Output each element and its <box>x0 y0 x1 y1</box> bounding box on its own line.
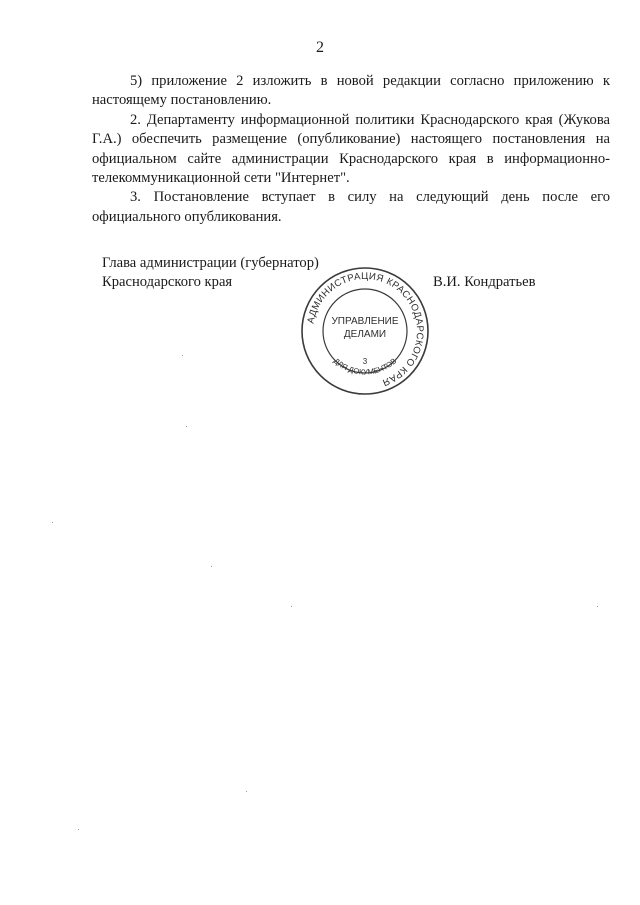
scan-speck <box>186 426 187 427</box>
stamp-number: 3 <box>362 357 368 366</box>
paragraph-item-2: 2. Департаменту информационной политики Краснодарского края (Жукова Г.А.) обеспечить размещение (опубликование) настоящего постановления на официальном сайте администрации Краснодарского края в информационно-телекоммуникационной сети "Интернет". <box>92 111 610 187</box>
signatory-position-line2: Краснодарского края <box>102 274 233 291</box>
stamp-center-line1: УПРАВЛЕНИЕ <box>331 316 399 327</box>
scan-speck <box>211 566 212 567</box>
official-seal-stamp <box>300 266 430 396</box>
scan-speck <box>78 829 79 830</box>
scan-speck <box>246 791 247 792</box>
scan-speck <box>182 355 183 356</box>
page-number: 2 <box>316 39 324 56</box>
signatory-name: В.И. Кондратьев <box>433 274 536 290</box>
stamp-center-line2: ДЕЛАМИ <box>343 329 387 340</box>
signatory-position-line1: Глава администрации (губернатор) <box>102 255 319 271</box>
stamp-bottom-text: ДЛЯ ДОКУМЕНТОВ <box>331 356 399 377</box>
scan-speck <box>291 606 292 607</box>
paragraph-item-5: 5) приложение 2 изложить в новой редакции согласно приложению к настоящему постановлению. <box>92 73 610 109</box>
scan-speck <box>52 522 53 523</box>
signatory-title <box>102 254 319 293</box>
stamp-outer-text: АДМИНИСТРАЦИЯ КРАСНОДАРСКОГО КРАЯ <box>305 270 426 388</box>
scan-speck <box>597 606 598 607</box>
paragraph-item-3: 3. Постановление вступает в силу на следующий день после его официального опубликования. <box>92 189 610 225</box>
document-body <box>92 72 610 227</box>
